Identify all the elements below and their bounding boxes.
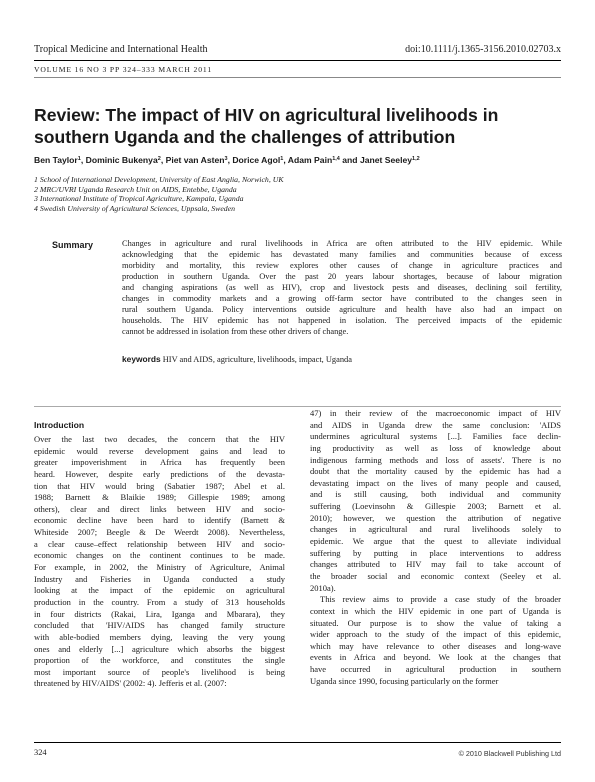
copyright: © 2010 Blackwell Publishing Ltd xyxy=(458,749,561,758)
body-line: looking at the impact of the epidemic on agricultural xyxy=(34,585,285,596)
body-line: Industry and Fisheries in Uganda conducted a study xyxy=(34,573,285,584)
body-column-right xyxy=(310,408,561,687)
body-line: and AIDS in Uganda drew the same conclusion: 'AIDS xyxy=(310,419,561,430)
body-line: greater impoverishment in Africa has frequently been xyxy=(34,457,285,468)
body-line: have occurred in agricultural production in southern xyxy=(310,664,561,675)
body-line: which may have relevance to other diseases and long-wave xyxy=(310,640,561,651)
author-separator: , xyxy=(227,155,233,165)
body-line: 1988; Barnett & Blaikie 1989; Gillespie 1989; among xyxy=(34,492,285,503)
author-name: Dominic Bukenya xyxy=(85,155,158,165)
body-line: Uganda since 1990, focusing particularly on the former xyxy=(310,675,499,686)
affiliation: 1 School of International Development, University of East Anglia, Norwich, UK xyxy=(34,175,284,184)
body-line: heard. However, despite early predictions of the devasta- xyxy=(34,468,285,479)
header-rule xyxy=(34,60,561,61)
keywords xyxy=(122,354,352,364)
abstract-line: production in southern Uganda. Over the past 20 years labour shortages, because of labour migration xyxy=(122,271,562,281)
summary-label: Summary xyxy=(52,240,94,250)
abstract-line: acknowledging that the epidemic has devastated many families and communities because of excess xyxy=(122,249,562,259)
body-line: situated. Our purpose is to show the value of taking a xyxy=(310,617,561,628)
body-line: epidemic. We argue that the quest to alleviate individual xyxy=(310,536,561,547)
footer-rule xyxy=(34,742,561,743)
affiliation: 4 Swedish University of Agricultural Sciences, Uppsala, Sweden xyxy=(34,203,236,213)
author-affiliation-mark: 1,4 xyxy=(332,156,340,162)
author-name: Piet van Asten xyxy=(165,155,225,165)
abstract-line: households. The HIV epidemic has not happened in isolation. The perceived impacts of the epidemic xyxy=(122,315,562,325)
abstract-text xyxy=(122,239,562,337)
title-line-1: Review: The impact of HIV on agricultural livelihoods in xyxy=(34,105,499,125)
keywords-list: HIV and AIDS, agriculture, livelihoods, impact, Uganda xyxy=(162,355,352,364)
abstract-rule xyxy=(34,406,561,407)
section-heading: Introduction xyxy=(34,420,85,430)
body-line: economic changes on the continent continues to be made. xyxy=(34,550,285,561)
author-affiliation-mark: 1 xyxy=(280,156,284,162)
body-line: ing productivity as well as loss of knowledge about xyxy=(310,442,561,453)
body-line: most important source of people's livelihood is being xyxy=(34,666,285,677)
body-line: indigenous farming methods and loss of assets'. There is no xyxy=(310,454,561,465)
author-separator: , xyxy=(80,155,86,165)
abstract-line: morbidity and mortality, this review explores other causes of change in agriculture practices and xyxy=(122,260,562,270)
body-line: Over the last two decades, the concern that the HIV xyxy=(34,434,285,444)
body-line: context in which the HIV epidemic in one part of Uganda is xyxy=(310,605,561,616)
affiliations xyxy=(34,175,561,213)
body-line: changes attributed to HIV may fail to take account of xyxy=(310,559,561,570)
author-affiliation-mark: 3 xyxy=(224,156,228,162)
keywords-label: keywords xyxy=(122,354,161,364)
body-line: suffering by putting in place interventions to address xyxy=(310,547,561,558)
body-line: threatened by HIV/AIDS' (2002: 4). Jefferis et al. (2007: xyxy=(34,678,227,689)
body-line: 2010); however, we question the attribution of negative xyxy=(310,512,561,523)
article-title xyxy=(34,104,554,148)
author-affiliation-mark: 1 xyxy=(77,156,81,162)
doi: doi:10.1111/j.1365-3156.2010.02703.x xyxy=(405,44,561,55)
affiliation: 3 International Institute of Tropical Agriculture, Kampala, Uganda xyxy=(34,194,244,204)
body-column-left xyxy=(34,434,285,690)
body-line: the broader social and economic context (Seeley et al. xyxy=(310,570,561,581)
author-separator: , xyxy=(160,155,166,165)
body-line: undermines agricultural systems [...]. Families face declin- xyxy=(310,431,561,442)
author-name: Adam Pain xyxy=(287,155,333,165)
body-line: epidemic would reverse development gains and lead to xyxy=(34,445,285,456)
abstract-line: changes in commodity markets and a growing off-farm sector have contributed to the changes seen in xyxy=(122,293,562,303)
body-line: tion that HIV would bring (Sabatier 1987; Abel et al. xyxy=(34,480,285,491)
author-separator: and xyxy=(339,155,360,165)
abstract-line: and changing aspirations (as well as HIV), crop and livestock pests and diseases, declining soil fertility, xyxy=(122,282,562,292)
author-affiliation-mark: 1,2 xyxy=(412,156,420,162)
volume-rule xyxy=(34,77,561,78)
body-line: devastating impact on the lives of many people and caused, xyxy=(310,477,561,488)
body-line: Whiteside 2007; Beegle & De Weerdt 2008). Nevertheless, xyxy=(34,527,285,538)
body-line: For example, in 2002, the Ministry of Agriculture, Animal xyxy=(34,562,285,573)
body-line: 47) in their review of the macroeconomic impact of HIV xyxy=(310,408,561,418)
body-line: proportion of the workforce, and constitutes the single xyxy=(34,655,285,666)
affiliation: 2 MRC/UVRI Uganda Research Unit on AIDS, Entebbe, Uganda xyxy=(34,184,237,194)
body-line: others), clear and direct links between HIV and socio- xyxy=(34,503,285,514)
title-line-2: southern Uganda and the challenges of attribution xyxy=(34,127,456,147)
journal-name: Tropical Medicine and International Health xyxy=(34,44,208,55)
author-name: Ben Taylor xyxy=(34,155,78,165)
body-line: production in the country. From a study of 313 households xyxy=(34,596,285,607)
author-separator: , xyxy=(283,155,288,165)
author-affiliation-mark: 2 xyxy=(157,156,161,162)
body-line: and is still causing, both individual and community xyxy=(310,489,561,500)
body-line: ones and elderly [...] agriculture which absorbs the biggest xyxy=(34,643,285,654)
body-line: with able-bodied members dying, leaving the very young xyxy=(34,631,285,642)
body-line: suffering (Loevinsohn & Gillespie 2003; Barnett et al. xyxy=(310,501,561,512)
author-name: Janet Seeley xyxy=(359,155,413,165)
abstract-line: cannot be addressed in isolation from these other drivers of change. xyxy=(122,326,349,336)
body-line: economic decline have been hard to identify (Barnett & xyxy=(34,515,285,526)
abstract-line: rural southern Uganda. Policy interventions outside agriculture and health have also had an impact on xyxy=(122,304,562,314)
body-line: changes in agricultural and rural livelihoods solely to xyxy=(310,524,561,535)
author-name: Dorice Agol xyxy=(232,155,281,165)
page-number: 324 xyxy=(34,748,47,757)
abstract-line: Changes in agriculture and rural livelihoods in Africa are often attributed to the HIV epidemic. While xyxy=(122,239,562,248)
body-line: This review aims to provide a case study of the broader xyxy=(320,594,561,605)
body-line: 2010a). xyxy=(310,582,336,593)
body-line: concluded that 'HIV/AIDS has changed family structure xyxy=(34,620,285,631)
volume-line: VOLUME 16 NO 3 PP 324–333 MARCH 2011 xyxy=(34,65,213,74)
body-line: in four districts (Rakai, Lira, Iganga and Mbarara), they xyxy=(34,608,285,619)
body-line: doubt that the mortality caused by the epidemic has had a xyxy=(310,466,561,477)
body-line: a clear cause–effect relationship between HIV and socio- xyxy=(34,538,285,549)
body-line: events in Africa and beyond. We look at the changes that xyxy=(310,652,561,663)
body-line: wider approach to the study of the impact of this epidemic, xyxy=(310,629,561,640)
author-list xyxy=(34,155,561,165)
